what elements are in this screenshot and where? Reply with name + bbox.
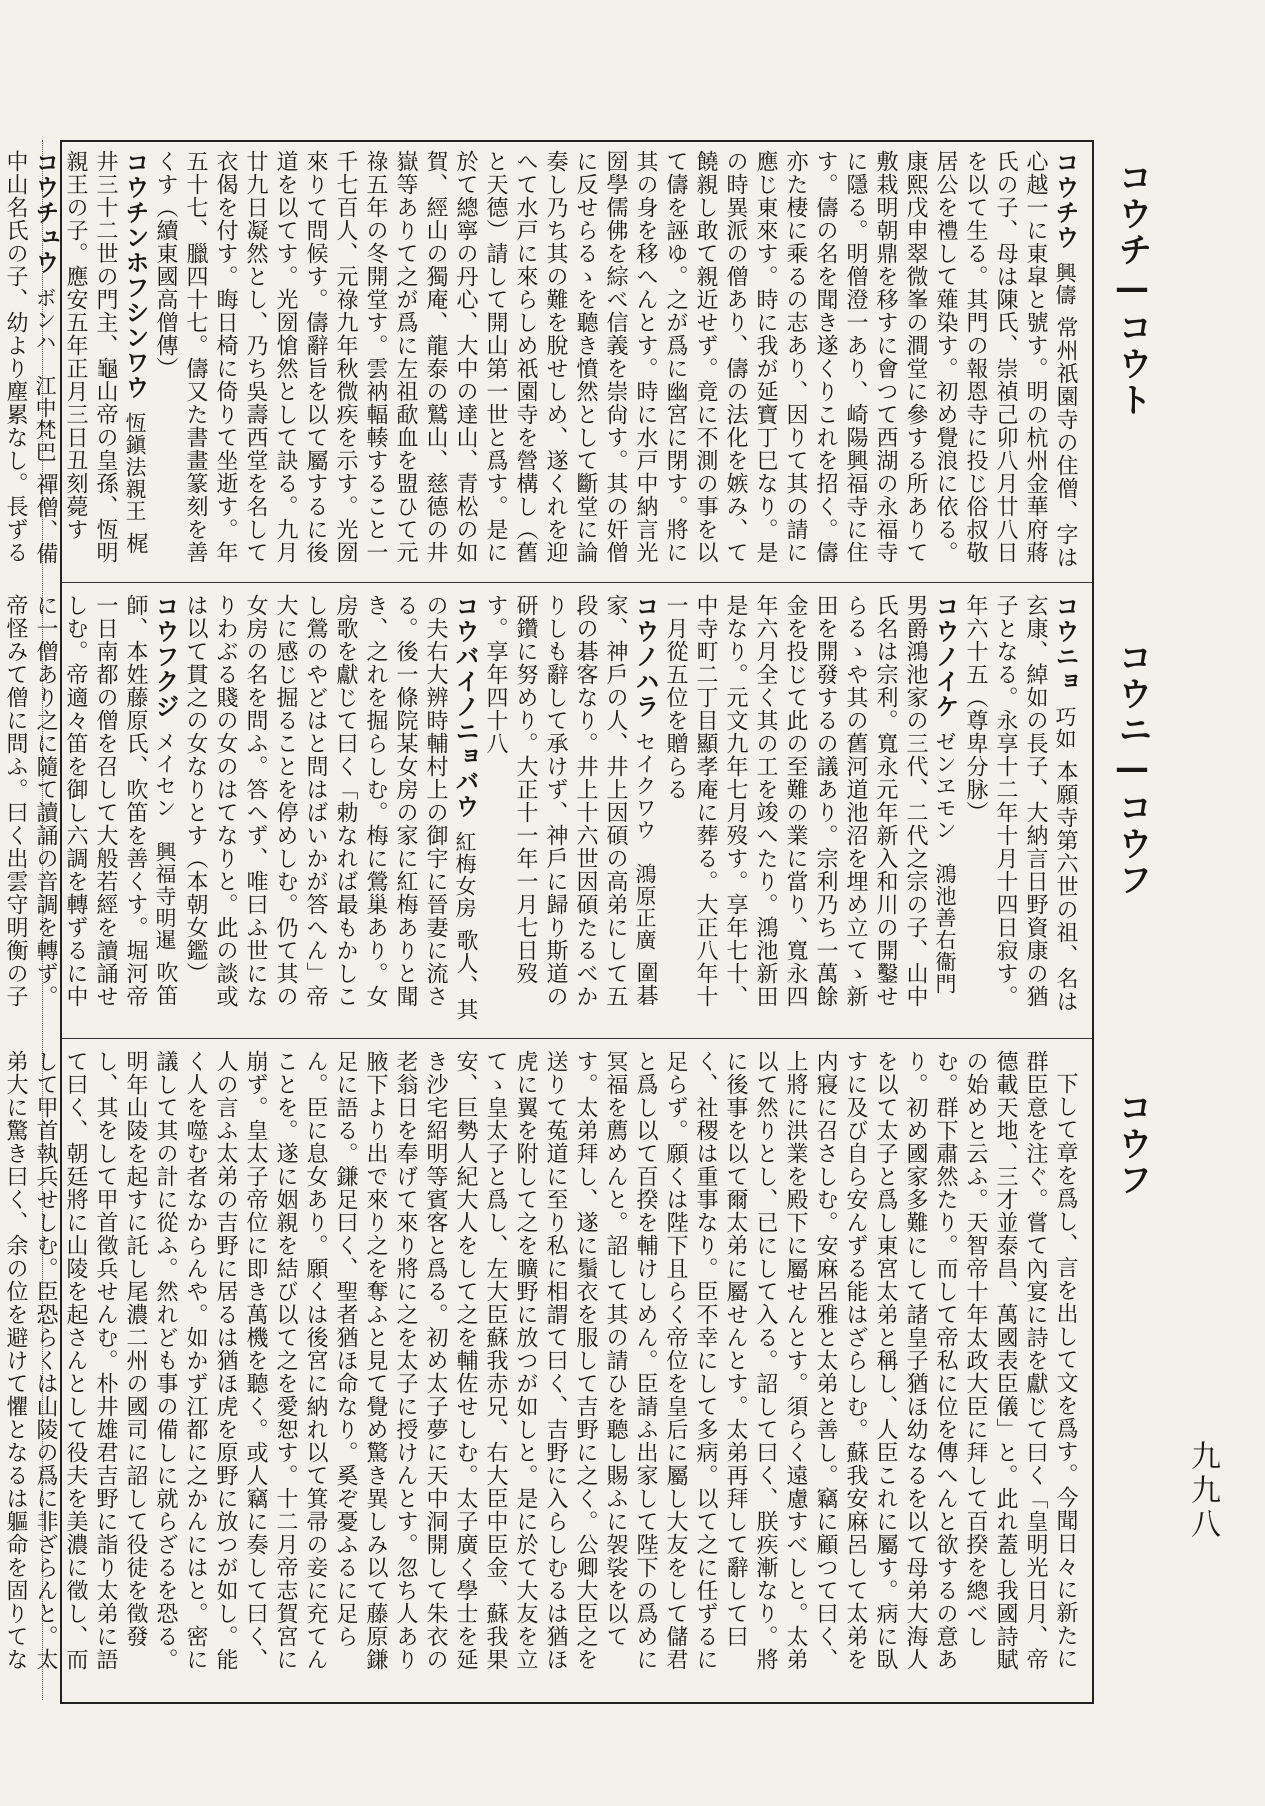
entry bbox=[0, 594, 180, 1026]
running-head-middle: コウニ—コウフ bbox=[1112, 640, 1152, 898]
entry bbox=[60, 150, 150, 570]
entry-name: ボンハ 江中梵巴 bbox=[33, 287, 57, 463]
entry bbox=[0, 150, 60, 570]
entry-text: 常州祇園寺の住僧、字は心越一に東皐と號す。明の杭州金華府蔣氏の子、母は陳氏、崇禎己卯八月廿八日を以て生る。其門の報恩寺に投じ俗叔敬居公を禮して薙染す。初め覺浪に依る。康熙戊申翠微峯の澗堂に參する所ありて敷栽明朝鼎を移すに會つて西湖の永福寺に隱る。明僧澄一あり、崎陽興福寺に住す。儔の名を聞き遂くりこれを招く。儔亦た棲に乘るの志あり、因りて其の請に應じ東來す。時に我が延寶丁巳なり。是の時異派の僧あり、儔の法化を嫉み、て饒親し敢て親近せず。竟に不測の事を以て儔を誣ゆ。之が爲に幽宮に閉す。將に其の身を移へんとす。時に水戸中納言光圀學儒佛を綜べ信義を崇尙す。其の奸僧に反せらるゝを聽き憤然として斷堂に論奏し乃ち其の難を脫せしめ、遂くれを迎へて水戸に來らしめ祇園寺を營構し（舊と天德）請して開山第一世と爲す。是に於て總寧の丹心、大中の達山、青松の如賀、經山の獨庵、龍泰の鷲山、慈德の井嶽等ありて之が爲に左祖歃血を盟ひて元祿五年の冬開堂す。雲衲輻輳すること一千七百人、元祿九年秋微疾を示す。光圀來りて問候す。儔辭旨を以て屬するに後道を以てす。光圀愴然として訣る。九月廿九日凝然とし、乃ち吳壽西堂を名して衣偈を付す。晦日椅に倚りて坐逝す。年五十七、臘四十七。儔又た書畫篆刻を善くす（續東國高僧傳） bbox=[153, 150, 1078, 569]
entry-heading: コウニョ bbox=[1051, 594, 1079, 694]
entry bbox=[0, 1050, 1080, 1690]
entry-heading: コウチュウ bbox=[31, 150, 59, 275]
entry-heading: コウフクジ bbox=[151, 594, 179, 719]
entry bbox=[660, 594, 960, 1026]
running-head-bottom: コウフ bbox=[1112, 1090, 1152, 1198]
entry-name: セイクワウ 鴻原正廣 bbox=[633, 731, 657, 951]
entry bbox=[150, 150, 1080, 570]
entry-text: 吹笛師、本姓藤原氏、吹笛を善くす。堀河帝一日南都の僧を召して大般若經を讀誦せしむ。帝適々笛を御し六調を轉ずるに中に一僧あり之に隨て讀誦の音調を轉ず。帝怪みて僧に問ふ。曰く出雲守明衡の子 bbox=[3, 594, 178, 1008]
entry-heading: コウチンホフシンワウ bbox=[121, 150, 149, 400]
section-divider-bottom bbox=[60, 1038, 1092, 1039]
entry bbox=[960, 594, 1080, 1026]
entry-name: 興儔 bbox=[1053, 262, 1077, 306]
entry-text: 禪僧、備中山名氏の子、幼より塵累なし。長ずる bbox=[3, 150, 58, 565]
entry-text: 圍碁家、神戶の人、井上因碩の高弟にして五段の碁客なり。井上十六世因碩たるべかりしも辭して承けず、神戶に歸り斯道の研鑽に努めり。大正十一年一月七日歿す。享年四十八 bbox=[483, 594, 658, 1008]
section-divider-top bbox=[60, 582, 1092, 583]
entry-text: 下して章を爲し、言を出して文を爲す。今聞日々に新たに群臣意を注ぐ。嘗て內宴に詩を獻じて曰く「皇明光日月、帝德載天地、三才並泰昌、萬國表臣儀」と。此れ蓋し我國詩賦の始めと云ふ。天智帝十年太政大臣に拜して百揆を總べしむ。群下肅然たり。而して帝私に位を傳へんと欲するの意あり。初め國家多難にして諸皇子猶ほ幼なるを以て母弟大海人を以て太子と爲し東宮太弟と稱し、人臣これに屬す。病に臥すに及び自ら安んずる能はざらしむ。蘇我安麻呂して太弟を内寢に召さしむ。安麻呂雅と太弟と善し。竊に顧つて曰く、上將に洪業を殿下に屬せんとす。須らく遠慮すべしと。太弟以て然りとし、已にして入る。詔して曰く、朕疾漸なり。將に後事を以て爾太弟に屬せんとす。太弟再拜して辭して曰く、社稷は重事なり。臣不幸にして多病。以て之に任ずるに足らず。願くは陛下且らく帝位を皇后に屬し大友をして儲君と爲し以て百揆を輔けしめん。臣請ふ出家して陛下の爲めに冥福を薦めんと。詔して其の請ひを聽し賜ふに袈裟を以てす。太弟拜し、遂に鬚衣を服して吉野に之く。公卿大臣之を送りて菟道に至り私に相謂て曰く、吉野に入らしむるは猶ほ虎に翼を附して之を曠野に放つが如しと。是に於て大友を立てゝ皇太子と爲し、左大臣蘇我赤兄、右大臣中臣金、蘇我果安、巨勢人紀大人をして之を輔佐せしむ。太子廣く學士を延き沙宅紹明等賓客と爲る。初め太子夢に天中洞開して朱衣の老翁日を奉げて來り將に之を太子に授けんとす。忽ち人あり腋下より出で來り之を奪ふと見て覺め驚き異しみ以て藤原鎌足に語る。鎌足曰く、聖者猶ほ命なり。奚ぞ憂ふるに足らん。臣に息女あり。願くは後宮に納れ以て箕帚の妾に充てんことを。遂に姻親を結び以て之を愛恕す。十二月帝志賀宮に崩ず。皇太子帝位に即き萬機を聽く。或人竊に奏して曰く、人の言ふ太弟の吉野に居るは猶ほ虎を原野に放つが如し。能く人を噬む者なからんや。如かず江都に之かんにはと。密に議して其の計に從ふ。然れども事の備しに就らざるを恐る。明年山陵を起すに託し尾濃二州の國司に詔して役徒を徵發し、其をして甲首徵兵せんむ。朴井雄君吉野に詣り太弟に語て曰く、朝廷將に山陵を起さんとして役夫を美濃に徵し、而して甲首執兵せしむ。臣恐らくは山陵の爲に非ざらんと。太弟大に驚き曰く、余の位を避けて懼となるは軀命を固りてな bbox=[3, 1050, 1078, 1671]
entry-heading: コウチウ bbox=[1051, 150, 1079, 250]
entry-name: 巧如 bbox=[1053, 706, 1077, 750]
entry bbox=[480, 594, 660, 1026]
entry bbox=[180, 594, 480, 1026]
entry-heading: コウノイケ bbox=[931, 594, 959, 719]
section-middle bbox=[3, 594, 1080, 1026]
entry-text: 歌人、其の夫右大辨時輔村上の御宇に晉妻に流さる。後一條院某女房の家に紅梅ありと聞き、之れを掘らしむ。梅に鶯巢あり。女房歌を獻じて曰く「勅なれば最もかしこし鶯のやどはと問はばいかが答へん」帝大に感じ掘ることを停めしむ。仍て其の女房の名を問ふ。答へず、唯曰ふ世になりわぶる賤の女のはてなりと。此の談或は以て貫之の女なりとす（本朝女鑑） bbox=[183, 594, 478, 1021]
entry-heading: コウノハラ bbox=[631, 594, 659, 719]
running-head-top: コウチ—コウト bbox=[1112, 160, 1152, 418]
section-bottom bbox=[3, 1050, 1080, 1690]
entry-text: 本願寺第六世の祖、名は玄康、綽如の長子、大納言日野資康の猶子となる。永享十二年十月十四日寂す。年六十五（尊卑分脉） bbox=[963, 594, 1078, 1013]
entry-text: 梶井三十二世の門主、龜山帝の皇孫、恆明親王の子。應安五年正月三日丑刻薨す bbox=[63, 150, 148, 564]
entry-text: 男爵鴻池家の三代、二代之宗の子、山中氏名は宗利。寬永元年新入和川の開鑿せらるゝや其の舊河道池沼を埋め立てゝ新田を開發するの議あり。宗利乃ち一萬餘金を投じて此の至難の業に當り、寬永四年六月全く其の工を竣へたり。鴻池新田是なり。元文九年七月歿す。享年七十、中寺町二丁目顯孝庵に葬る。大正八年十一月從五位を贈らる bbox=[663, 594, 928, 1008]
entry-name: 恆鎭法親王 bbox=[123, 412, 147, 522]
section-top bbox=[3, 150, 1080, 570]
entry-name: メイセン 興福寺明暹 bbox=[153, 731, 177, 951]
entry-name: 紅梅女房 bbox=[453, 831, 477, 919]
page-number: 九九八 bbox=[1185, 1440, 1220, 1542]
entry-heading: コウバイノニョバウ bbox=[451, 594, 479, 819]
entry-name: ゼンヱモン 鴻池善右衞門 bbox=[933, 731, 957, 995]
